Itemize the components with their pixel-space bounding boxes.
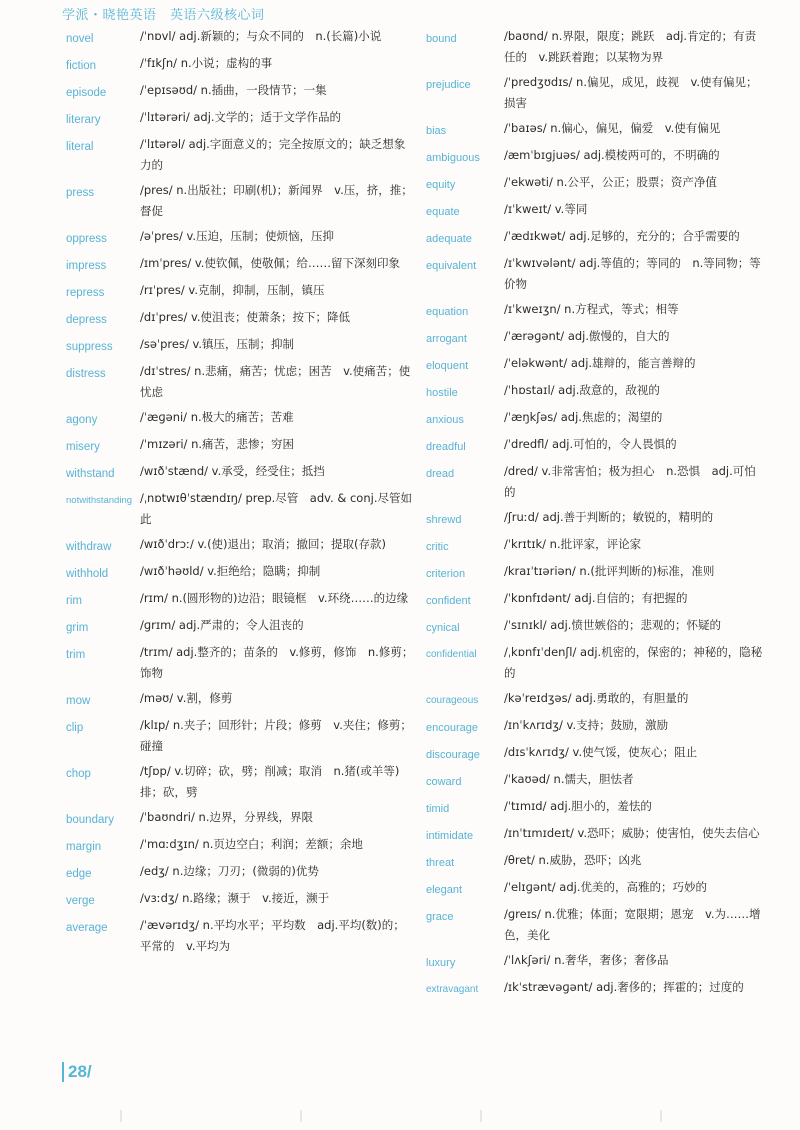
- vocab-entry: [66, 361, 416, 403]
- entry-word: literal: [66, 141, 94, 153]
- entry-definition: /edʒ/ n.边缘；刀刃；(微弱的)优势: [140, 864, 319, 878]
- entry-definition: /ˈeləkwənt/ adj.雄辩的，能言善辩的: [504, 356, 696, 370]
- vocab-entry: [66, 688, 416, 711]
- vocab-entry: [66, 561, 416, 584]
- vocab-entry: [66, 107, 416, 130]
- vocab-entry: [426, 796, 766, 819]
- entry-word: eloquent: [426, 360, 469, 372]
- entry-word: arrogant: [426, 333, 467, 345]
- entry-definition: /ˈmɪzəri/ n.痛苦，悲惨；穷困: [140, 437, 295, 451]
- vocab-entry: [426, 642, 766, 684]
- vocab-entry: [66, 888, 416, 911]
- entry-definition: /ˈbaʊndri/ n.边界，分界线，界限: [140, 810, 313, 824]
- entry-definition: /rɪm/ n.(圆形物的)边沿；眼镜框 v.环绕……的边缘: [140, 591, 409, 605]
- entry-word: anxious: [426, 414, 464, 426]
- entry-definition: /ˈhɒstaɪl/ adj.敌意的，敌视的: [504, 383, 660, 397]
- vocab-entry: [66, 615, 416, 638]
- entry-definition: /baʊnd/ n.界限，限度；跳跃 adj.肯定的；有责任的 v.跳跃着跑；以某物为界: [504, 29, 757, 64]
- vocab-entry: [66, 807, 416, 830]
- entry-word: chop: [66, 768, 91, 780]
- vocab-entry: [66, 834, 416, 857]
- vocab-entry: [426, 850, 766, 873]
- entry-definition: /ˈævərɪdʒ/ n.平均水平；平均数 adj.平均(数)的；平常的 v.平均为: [140, 918, 405, 953]
- entry-word: intimidate: [426, 830, 474, 842]
- vocab-entry: [66, 307, 416, 330]
- entry-word: dread: [426, 468, 455, 480]
- vocab-entry: [66, 180, 416, 222]
- entry-word: mow: [66, 695, 91, 707]
- vocab-entry: [426, 434, 766, 457]
- vocab-entry: [66, 226, 416, 249]
- left-column: [66, 26, 416, 961]
- entry-word: bound: [426, 33, 457, 45]
- vocab-entry: [66, 488, 416, 530]
- vocab-entry: [66, 534, 416, 557]
- vocab-entry: [426, 904, 766, 946]
- entry-definition: /ˈmɑːdʒɪn/ n.页边空白；利润；差额；余地: [140, 837, 363, 851]
- vocab-entry: [426, 715, 766, 738]
- entry-definition: /dɪˈstres/ n.悲痛，痛苦；忧虑；困苦 v.使痛苦；使忧虑: [140, 364, 411, 399]
- vocab-entry: [66, 461, 416, 484]
- entry-definition: /æmˈbɪɡjuəs/ adj.模棱两可的，不明确的: [504, 148, 720, 162]
- entry-definition: /wɪðˈhəʊld/ v.拒绝给；隐瞒；抑制: [140, 564, 321, 578]
- entry-definition: /θret/ n.威胁，恐吓；凶兆: [504, 853, 642, 867]
- entry-word: grim: [66, 622, 89, 634]
- entry-word: extravagant: [426, 984, 479, 995]
- vocab-entry: [426, 380, 766, 403]
- entry-word: fiction: [66, 60, 97, 72]
- entry-word: dreadful: [426, 441, 466, 453]
- vocab-entry: [66, 134, 416, 176]
- entry-word: boundary: [66, 814, 114, 826]
- vocab-entry: [66, 588, 416, 611]
- vocab-entry: [426, 534, 766, 557]
- entry-definition: /ɡrɪm/ adj.严肃的；令人沮丧的: [140, 618, 304, 632]
- entry-definition: /ˈepɪsəʊd/ n.插曲，一段情节；一集: [140, 83, 327, 97]
- entry-word: confident: [426, 595, 471, 607]
- entry-word: distress: [66, 368, 106, 380]
- entry-definition: /ˈtɪmɪd/ adj.胆小的，羞怯的: [504, 799, 652, 813]
- entry-definition: /məʊ/ v.割，修剪: [140, 691, 233, 705]
- entry-definition: /ˈekwəti/ n.公平，公正；股票；资产净值: [504, 175, 717, 189]
- entry-definition: /ˈdredfl/ adj.可怕的，令人畏惧的: [504, 437, 677, 451]
- entry-definition: /dred/ v.非常害怕；极为担心 n.恐惧 adj.可怕的: [504, 464, 756, 499]
- entry-word: equate: [426, 206, 460, 218]
- entry-word: shrewd: [426, 514, 462, 526]
- vocab-entry: [426, 26, 766, 68]
- entry-definition: /ˈnɒvl/ adj.新颖的；与众不同的 n.(长篇)小说: [140, 29, 382, 43]
- entry-definition: /ˈlɪtərəl/ adj.字面意义的；完全按原文的；缺乏想象力的: [140, 137, 406, 172]
- entry-definition: /rɪˈpres/ v.克制，抑制，压制，镇压: [140, 283, 325, 297]
- entry-definition: /ˈbaɪəs/ n.偏心，偏见，偏爱 v.使有偏见: [504, 121, 721, 135]
- vocab-entry: [426, 823, 766, 846]
- entry-word: press: [66, 187, 95, 199]
- entry-definition: /ˈæɡəni/ n.极大的痛苦；苦难: [140, 410, 294, 424]
- entry-definition: /ˈpredʒʊdɪs/ n.偏见，成见，歧视 v.使有偏见；损害: [504, 75, 758, 110]
- entry-word: agony: [66, 414, 98, 426]
- entry-word: coward: [426, 776, 462, 788]
- entry-definition: /ˈæŋkʃəs/ adj.焦虑的；渴望的: [504, 410, 663, 424]
- vocab-entry: [426, 172, 766, 195]
- vocab-entry: [426, 353, 766, 376]
- vocab-entry: [66, 280, 416, 303]
- entry-definition: /ˈkɒnfɪdənt/ adj.自信的；有把握的: [504, 591, 688, 605]
- entry-definition: /səˈpres/ v.镇压，压制；抑制: [140, 337, 295, 351]
- page-number: 28/: [62, 1062, 92, 1082]
- entry-definition: /wɪðˈdrɔː/ v.(使)退出；取消；撤回；提取(存款): [140, 537, 387, 551]
- entry-definition: /ˈkrɪtɪk/ n.批评家，评论家: [504, 537, 642, 551]
- entry-definition: /pres/ n.出版社；印刷(机)；新闻界 v.压，挤，推；督促: [140, 183, 413, 218]
- entry-word: bias: [426, 125, 447, 137]
- vocab-entry: [426, 145, 766, 168]
- entry-word: discourage: [426, 749, 480, 761]
- entry-definition: /trɪm/ adj.整齐的；苗条的 v.修剪，修饰 n.修剪；饰物: [140, 645, 414, 680]
- vocab-entry: [66, 334, 416, 357]
- entry-definition: /ɪˈkwɪvələnt/ adj.等值的；等同的 n.等同物；等价物: [504, 256, 761, 291]
- vocab-entry: [426, 769, 766, 792]
- entry-word: equity: [426, 179, 456, 191]
- entry-word: prejudice: [426, 79, 471, 91]
- entry-word: hostile: [426, 387, 458, 399]
- entry-word: suppress: [66, 341, 113, 353]
- page-header: 学派・晓艳英语 英语六级核心词: [62, 8, 265, 23]
- entry-definition: /ɪˈkweɪʒn/ n.方程式，等式；相等: [504, 302, 679, 316]
- entry-definition: /ɪmˈpres/ v.使钦佩，使敬佩；给……留下深刻印象: [140, 256, 400, 270]
- entry-word: trim: [66, 649, 86, 661]
- vocab-entry: [66, 915, 416, 957]
- entry-word: withhold: [66, 568, 109, 580]
- entry-word: edge: [66, 868, 92, 880]
- entry-definition: /ˈsɪnɪkl/ adj.愤世嫉俗的；悲观的；怀疑的: [504, 618, 721, 632]
- vocab-entry: [66, 761, 416, 803]
- entry-word: novel: [66, 33, 94, 45]
- entry-definition: /kəˈreɪdʒəs/ adj.勇敢的，有胆量的: [504, 691, 689, 705]
- vocab-entry: [426, 950, 766, 973]
- vocab-entry: [66, 407, 416, 430]
- vocab-entry: [426, 977, 766, 1000]
- vocab-entry: [66, 253, 416, 276]
- entry-word: depress: [66, 314, 107, 326]
- entry-definition: /dɪsˈkʌrɪdʒ/ v.使气馁，使灰心；阻止: [504, 745, 698, 759]
- entry-definition: /ɪnˈkʌrɪdʒ/ v.支持；鼓励，激励: [504, 718, 669, 732]
- vocab-entry: [426, 226, 766, 249]
- entry-definition: /ˈlɪtərəri/ adj.文学的；适于文学作品的: [140, 110, 342, 124]
- vocab-entry: [426, 615, 766, 638]
- entry-word: equivalent: [426, 260, 477, 272]
- entry-word: margin: [66, 841, 102, 853]
- entry-definition: /ɪnˈtɪmɪdeɪt/ v.恐吓；威胁；使害怕，使失去信心: [504, 826, 760, 840]
- entry-definition: /wɪðˈstænd/ v.承受，经受住；抵挡: [140, 464, 325, 478]
- entry-word: ambiguous: [426, 152, 480, 164]
- vocab-entry: [66, 434, 416, 457]
- entry-definition: /klɪp/ n.夹子；回形针；片段；修剪 v.夹住；修剪；碰撞: [140, 718, 412, 753]
- entry-definition: /ˈædɪkwət/ adj.足够的，充分的；合乎需要的: [504, 229, 740, 243]
- entry-word: equation: [426, 306, 469, 318]
- vocab-entry: [426, 742, 766, 765]
- vocab-entry: [66, 80, 416, 103]
- vocab-entry: [426, 588, 766, 611]
- vocab-entry: [426, 299, 766, 322]
- entry-definition: /ɪkˈstrævəɡənt/ adj.奢侈的；挥霍的；过度的: [504, 980, 744, 994]
- entry-word: critic: [426, 541, 449, 553]
- entry-word: criterion: [426, 568, 466, 580]
- vocab-entry: [66, 642, 416, 684]
- entry-definition: /ˈfɪkʃn/ n.小说；虚构的事: [140, 56, 273, 70]
- entry-definition: /vɜːdʒ/ n.路缘；濒于 v.接近，濒于: [140, 891, 330, 905]
- entry-word: courageous: [426, 695, 479, 706]
- entry-definition: /kraɪˈtɪəriən/ n.(批评判断的)标准，准则: [504, 564, 715, 578]
- entry-definition: /ˌnɒtwɪθˈstændɪŋ/ prep.尽管 adv. & conj.尽管如此: [140, 491, 412, 526]
- entry-word: timid: [426, 803, 450, 815]
- vocab-entry: [426, 326, 766, 349]
- entry-word: elegant: [426, 884, 463, 896]
- vocab-entry: [426, 407, 766, 430]
- entry-definition: /ˌkɒnfɪˈdenʃl/ adj.机密的，保密的；神秘的，隐秘的: [504, 645, 763, 680]
- entry-definition: /ʃruːd/ adj.善于判断的；敏锐的，精明的: [504, 510, 714, 524]
- entry-word: luxury: [426, 957, 456, 969]
- vocab-entry: [426, 561, 766, 584]
- vocab-entry: [66, 861, 416, 884]
- entry-definition: /ɪˈkweɪt/ v.等同: [504, 202, 588, 216]
- entry-word: adequate: [426, 233, 472, 245]
- entry-definition: /tʃɒp/ v.切碎；砍，劈；削减；取消 n.猪(或羊等)排；砍，劈: [140, 764, 400, 799]
- entry-word: notwithstanding: [66, 495, 133, 506]
- entry-word: grace: [426, 911, 454, 923]
- vocab-entry: [66, 715, 416, 757]
- entry-definition: /ˈkaʊəd/ n.懦夫，胆怯者: [504, 772, 634, 786]
- vocab-entry: [426, 199, 766, 222]
- entry-word: verge: [66, 895, 95, 907]
- vocab-entry: [426, 507, 766, 530]
- entry-word: threat: [426, 857, 455, 869]
- vocab-entry: [426, 118, 766, 141]
- entry-definition: /əˈpres/ v.压迫，压制；使烦恼，压抑: [140, 229, 335, 243]
- entry-word: misery: [66, 441, 100, 453]
- entry-definition: /ˈlʌkʃəri/ n.奢华，奢侈；奢侈品: [504, 953, 669, 967]
- entry-word: rim: [66, 595, 82, 607]
- entry-word: impress: [66, 260, 107, 272]
- entry-definition: /ɡreɪs/ n.优雅；体面；宽限期；恩宠 v.为……增色，美化: [504, 907, 761, 942]
- scan-artifact-strip: [0, 1110, 800, 1122]
- entry-word: encourage: [426, 722, 478, 734]
- entry-definition: /dɪˈpres/ v.使沮丧；使萧条；按下；降低: [140, 310, 351, 324]
- vocab-entry: [66, 26, 416, 49]
- entry-word: withstand: [66, 468, 115, 480]
- vocab-entry: [426, 253, 766, 295]
- entry-definition: /ˈærəɡənt/ adj.傲慢的，自大的: [504, 329, 670, 343]
- entry-word: confidential: [426, 649, 477, 660]
- entry-word: episode: [66, 87, 107, 99]
- entry-word: clip: [66, 722, 84, 734]
- vocab-entry: [426, 877, 766, 900]
- vocab-entry: [426, 72, 766, 114]
- entry-word: average: [66, 922, 108, 934]
- entry-word: oppress: [66, 233, 107, 245]
- entry-word: literary: [66, 114, 101, 126]
- entry-word: repress: [66, 287, 105, 299]
- vocab-entry: [426, 688, 766, 711]
- entry-word: withdraw: [66, 541, 112, 553]
- right-column: [426, 26, 766, 1004]
- entry-definition: /ˈelɪɡənt/ adj.优美的，高雅的；巧妙的: [504, 880, 707, 894]
- vocab-entry: [426, 461, 766, 503]
- vocab-entry: [66, 53, 416, 76]
- entry-word: cynical: [426, 622, 460, 634]
